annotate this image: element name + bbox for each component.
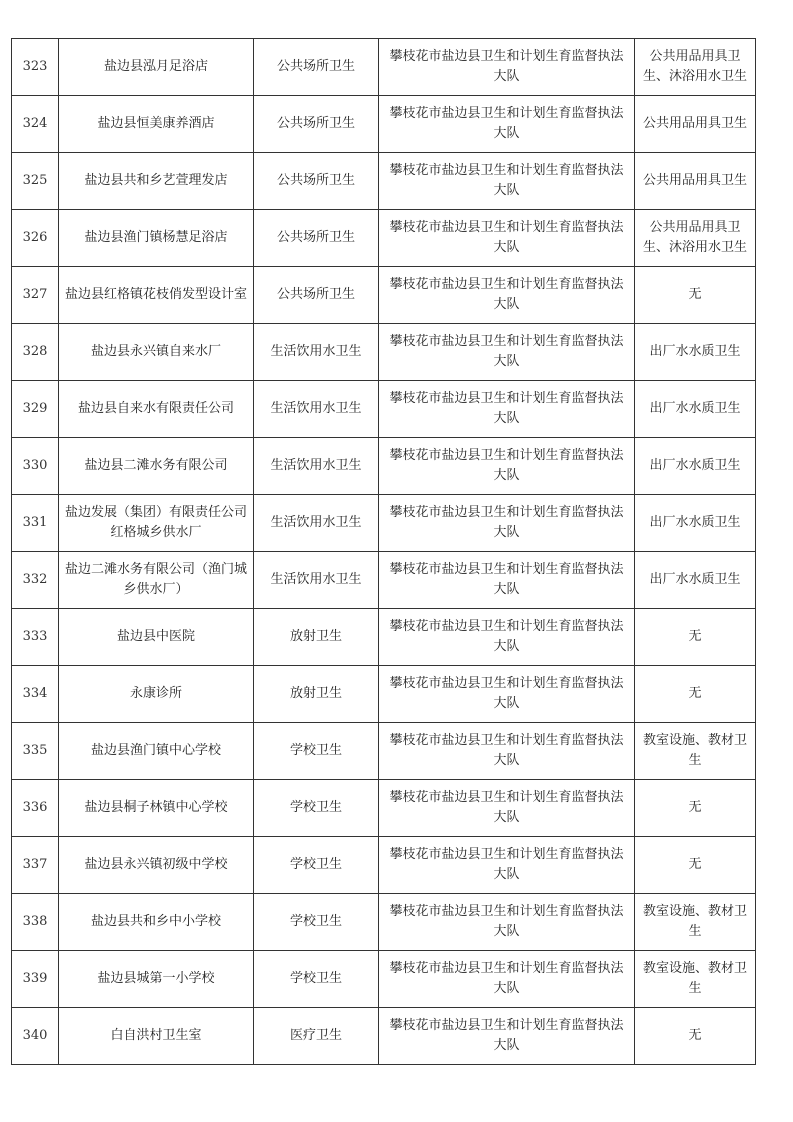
table-row (12, 39, 756, 96)
agency-cell: 攀枝花市盐边县卫生和计划生育监督执法大队 (379, 552, 635, 609)
category-cell: 公共场所卫生 (254, 39, 379, 96)
table-row (12, 324, 756, 381)
facility-name-cell: 盐边县二滩水务有限公司 (59, 438, 254, 495)
record-number-cell: 325 (12, 153, 59, 210)
category-cell: 生活饮用水卫生 (254, 495, 379, 552)
facility-name-cell: 盐边发展（集团）有限责任公司红格城乡供水厂 (59, 495, 254, 552)
facility-name-cell: 盐边二滩水务有限公司（渔门城乡供水厂） (59, 552, 254, 609)
record-number-cell: 329 (12, 381, 59, 438)
category-cell: 公共场所卫生 (254, 153, 379, 210)
category-cell: 学校卫生 (254, 723, 379, 780)
inspection-item-cell: 无 (635, 609, 756, 666)
table-row (12, 780, 756, 837)
category-cell: 学校卫生 (254, 894, 379, 951)
table-row (12, 1008, 756, 1065)
agency-cell: 攀枝花市盐边县卫生和计划生育监督执法大队 (379, 39, 635, 96)
inspection-table (11, 38, 756, 1065)
agency-cell: 攀枝花市盐边县卫生和计划生育监督执法大队 (379, 1008, 635, 1065)
agency-cell: 攀枝花市盐边县卫生和计划生育监督执法大队 (379, 894, 635, 951)
facility-name-cell: 盐边县永兴镇自来水厂 (59, 324, 254, 381)
table-row (12, 267, 756, 324)
agency-cell: 攀枝花市盐边县卫生和计划生育监督执法大队 (379, 267, 635, 324)
category-cell: 学校卫生 (254, 951, 379, 1008)
table-row (12, 723, 756, 780)
table-row (12, 552, 756, 609)
facility-name-cell: 盐边县自来水有限责任公司 (59, 381, 254, 438)
record-number-cell: 334 (12, 666, 59, 723)
record-number-cell: 335 (12, 723, 59, 780)
category-cell: 生活饮用水卫生 (254, 552, 379, 609)
table-row (12, 894, 756, 951)
record-number-cell: 336 (12, 780, 59, 837)
record-number-cell: 338 (12, 894, 59, 951)
category-cell: 学校卫生 (254, 780, 379, 837)
inspection-item-cell: 无 (635, 1008, 756, 1065)
inspection-item-cell: 无 (635, 666, 756, 723)
category-cell: 公共场所卫生 (254, 210, 379, 267)
category-cell: 学校卫生 (254, 837, 379, 894)
agency-cell: 攀枝花市盐边县卫生和计划生育监督执法大队 (379, 666, 635, 723)
facility-name-cell: 盐边县桐子林镇中心学校 (59, 780, 254, 837)
inspection-item-cell: 教室设施、教材卫生 (635, 723, 756, 780)
table-row (12, 609, 756, 666)
agency-cell: 攀枝花市盐边县卫生和计划生育监督执法大队 (379, 837, 635, 894)
table-row (12, 666, 756, 723)
record-number-cell: 331 (12, 495, 59, 552)
inspection-item-cell: 出厂水水质卫生 (635, 495, 756, 552)
category-cell: 医疗卫生 (254, 1008, 379, 1065)
category-cell: 放射卫生 (254, 666, 379, 723)
inspection-item-cell: 出厂水水质卫生 (635, 438, 756, 495)
agency-cell: 攀枝花市盐边县卫生和计划生育监督执法大队 (379, 780, 635, 837)
record-number-cell: 339 (12, 951, 59, 1008)
agency-cell: 攀枝花市盐边县卫生和计划生育监督执法大队 (379, 438, 635, 495)
category-cell: 生活饮用水卫生 (254, 381, 379, 438)
record-number-cell: 337 (12, 837, 59, 894)
category-cell: 生活饮用水卫生 (254, 438, 379, 495)
facility-name-cell: 盐边县共和乡中小学校 (59, 894, 254, 951)
inspection-item-cell: 教室设施、教材卫生 (635, 951, 756, 1008)
facility-name-cell: 盐边县泓月足浴店 (59, 39, 254, 96)
inspection-item-cell: 公共用品用具卫生 (635, 153, 756, 210)
table-row (12, 381, 756, 438)
record-number-cell: 332 (12, 552, 59, 609)
record-number-cell: 340 (12, 1008, 59, 1065)
agency-cell: 攀枝花市盐边县卫生和计划生育监督执法大队 (379, 609, 635, 666)
inspection-item-cell: 出厂水水质卫生 (635, 381, 756, 438)
record-number-cell: 324 (12, 96, 59, 153)
table-row (12, 153, 756, 210)
inspection-item-cell: 出厂水水质卫生 (635, 324, 756, 381)
record-number-cell: 330 (12, 438, 59, 495)
record-number-cell: 326 (12, 210, 59, 267)
record-number-cell: 328 (12, 324, 59, 381)
category-cell: 公共场所卫生 (254, 96, 379, 153)
record-number-cell: 327 (12, 267, 59, 324)
table-row (12, 837, 756, 894)
agency-cell: 攀枝花市盐边县卫生和计划生育监督执法大队 (379, 96, 635, 153)
facility-name-cell: 盐边县城第一小学校 (59, 951, 254, 1008)
category-cell: 放射卫生 (254, 609, 379, 666)
table-row (12, 495, 756, 552)
record-number-cell: 323 (12, 39, 59, 96)
facility-name-cell: 盐边县永兴镇初级中学校 (59, 837, 254, 894)
facility-name-cell: 盐边县共和乡艺萱理发店 (59, 153, 254, 210)
category-cell: 公共场所卫生 (254, 267, 379, 324)
facility-name-cell: 盐边县中医院 (59, 609, 254, 666)
table-row (12, 96, 756, 153)
inspection-item-cell: 无 (635, 837, 756, 894)
inspection-item-cell: 公共用品用具卫生、沐浴用水卫生 (635, 210, 756, 267)
agency-cell: 攀枝花市盐边县卫生和计划生育监督执法大队 (379, 951, 635, 1008)
table-row (12, 951, 756, 1008)
agency-cell: 攀枝花市盐边县卫生和计划生育监督执法大队 (379, 153, 635, 210)
inspection-table-body (12, 39, 756, 1065)
table-row (12, 210, 756, 267)
table-row (12, 438, 756, 495)
facility-name-cell: 盐边县渔门镇杨慧足浴店 (59, 210, 254, 267)
agency-cell: 攀枝花市盐边县卫生和计划生育监督执法大队 (379, 210, 635, 267)
category-cell: 生活饮用水卫生 (254, 324, 379, 381)
facility-name-cell: 盐边县红格镇花枝俏发型设计室 (59, 267, 254, 324)
inspection-item-cell: 出厂水水质卫生 (635, 552, 756, 609)
inspection-item-cell: 公共用品用具卫生、沐浴用水卫生 (635, 39, 756, 96)
agency-cell: 攀枝花市盐边县卫生和计划生育监督执法大队 (379, 723, 635, 780)
inspection-item-cell: 教室设施、教材卫生 (635, 894, 756, 951)
record-number-cell: 333 (12, 609, 59, 666)
inspection-item-cell: 公共用品用具卫生 (635, 96, 756, 153)
agency-cell: 攀枝花市盐边县卫生和计划生育监督执法大队 (379, 495, 635, 552)
agency-cell: 攀枝花市盐边县卫生和计划生育监督执法大队 (379, 324, 635, 381)
facility-name-cell: 盐边县恒美康养酒店 (59, 96, 254, 153)
facility-name-cell: 盐边县渔门镇中心学校 (59, 723, 254, 780)
agency-cell: 攀枝花市盐边县卫生和计划生育监督执法大队 (379, 381, 635, 438)
facility-name-cell: 永康诊所 (59, 666, 254, 723)
inspection-item-cell: 无 (635, 780, 756, 837)
inspection-item-cell: 无 (635, 267, 756, 324)
facility-name-cell: 白自洪村卫生室 (59, 1008, 254, 1065)
